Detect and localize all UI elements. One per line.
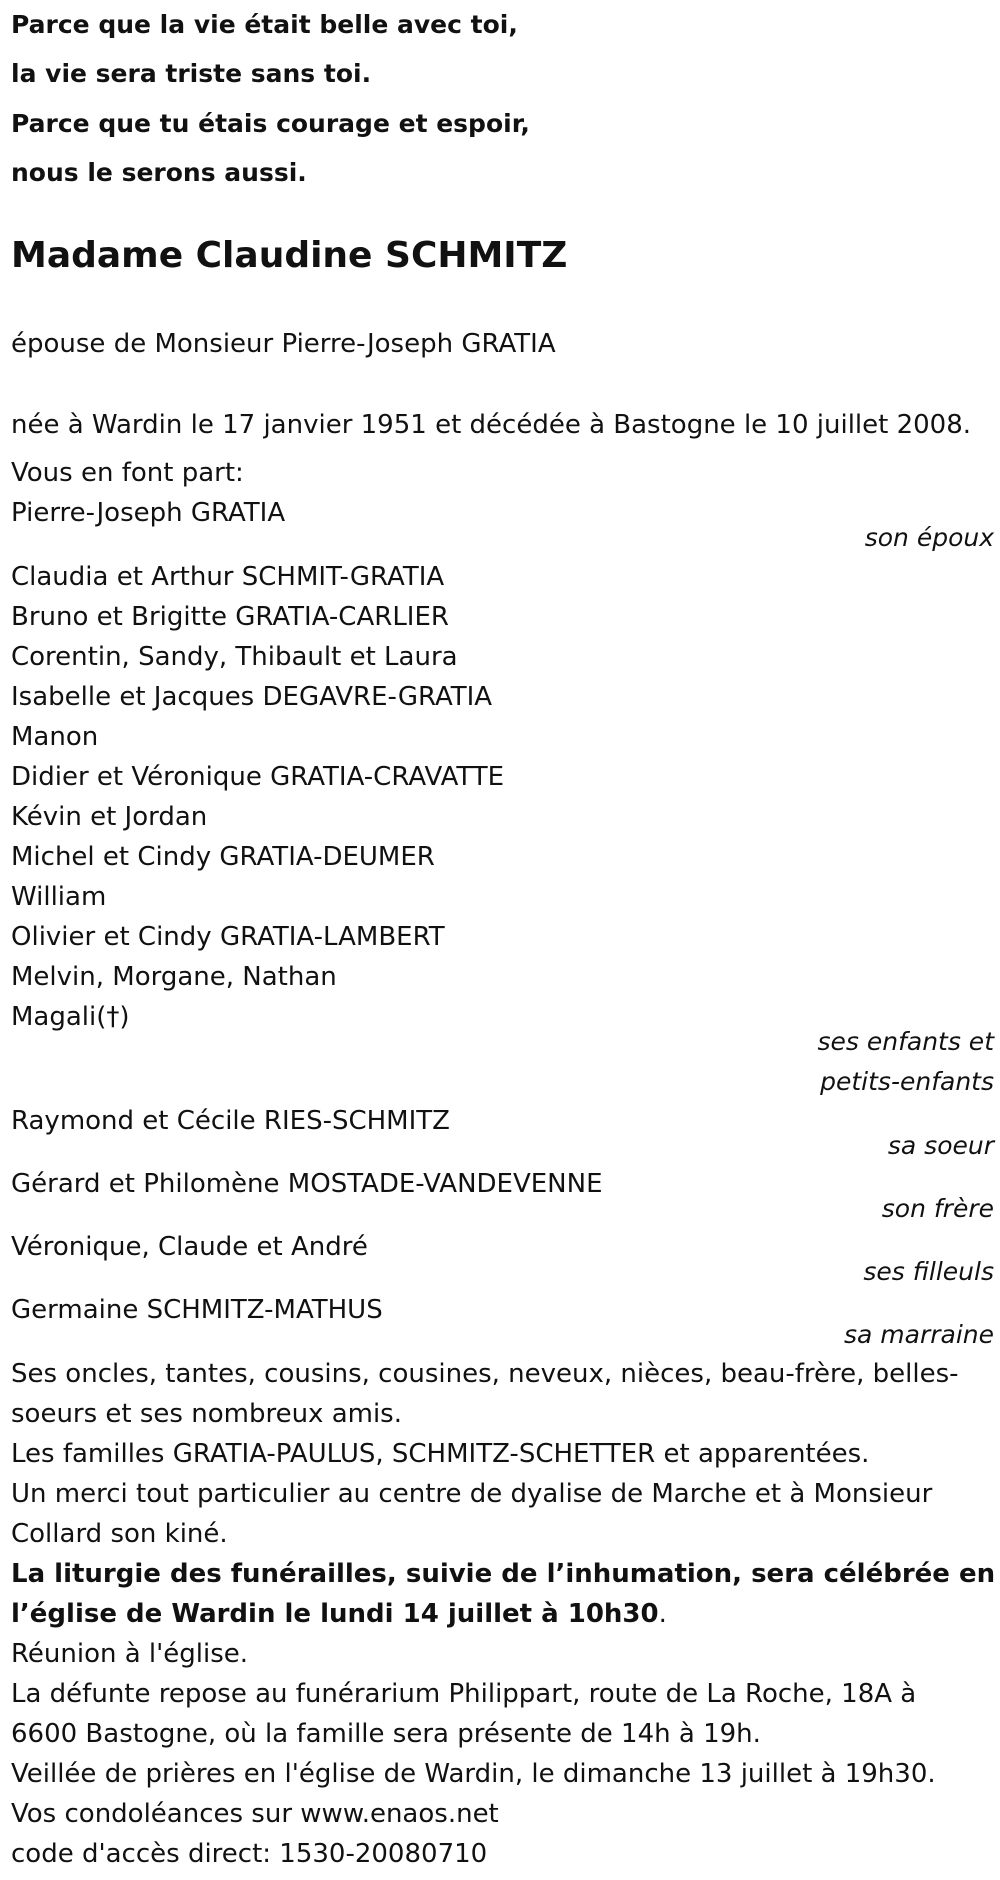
poem-line: nous le serons aussi. [11, 158, 307, 187]
child-line: Magali(†) [11, 1002, 130, 1032]
husband-role: son époux [864, 523, 994, 552]
brother-name: Gérard et Philomène MOSTADE-VANDEVENNE [11, 1169, 603, 1199]
child-line: Olivier et Cindy GRATIA-LAMBERT [11, 922, 445, 952]
sister-name: Raymond et Cécile RIES-SCHMITZ [11, 1106, 450, 1136]
child-line: Claudia et Arthur SCHMIT-GRATIA [11, 562, 445, 592]
poem-line: la vie sera triste sans toi. [11, 59, 372, 88]
relatives-line: Ses oncles, tantes, cousins, cousines, neveux, nièces, beau-frère, belles- [11, 1359, 959, 1389]
godmother-role: sa marraine [843, 1320, 994, 1349]
detail-line: Réunion à l'église. [11, 1639, 249, 1669]
child-line: William [11, 882, 107, 912]
liturgy-line: La liturgie des funérailles, suivie de l’inhumation, sera célébrée en [11, 1559, 996, 1589]
brother-role: son frère [881, 1194, 994, 1223]
liturgy-line-bold: l’église de Wardin le lundi 14 juillet à 10h30 [11, 1599, 659, 1629]
liturgy-line [11, 1594, 667, 1634]
child-line: Didier et Véronique GRATIA-CRAVATTE [11, 762, 505, 792]
relatives-line: Les familles GRATIA-PAULUS, SCHMITZ-SCHETTER et apparentées. [11, 1439, 870, 1469]
poem-line: Parce que tu étais courage et espoir, [11, 109, 530, 138]
detail-line: Veillée de prières en l'église de Wardin, le dimanche 13 juillet à 19h30. [11, 1759, 936, 1789]
child-line: Kévin et Jordan [11, 802, 208, 832]
access-code-line: code d'accès direct: 1530-20080710 [11, 1839, 488, 1869]
child-line: Bruno et Brigitte GRATIA-CARLIER [11, 602, 449, 632]
child-line: Michel et Cindy GRATIA-DEUMER [11, 842, 435, 872]
godchildren-role: ses filleuls [863, 1257, 994, 1286]
children-role: petits-enfants [820, 1067, 994, 1096]
deceased-name: Madame Claudine SCHMITZ [11, 235, 568, 276]
dates-line: née à Wardin le 17 janvier 1951 et décédée à Bastogne le 10 juillet 2008. [11, 410, 972, 440]
detail-line: La défunte repose au funérarium Philippart, route de La Roche, 18A à [11, 1679, 917, 1709]
sister-role: sa soeur [887, 1131, 994, 1160]
liturgy-period: . [658, 1599, 667, 1629]
announce-line: Vous en font part: [11, 458, 244, 488]
godmother-name: Germaine SCHMITZ-MATHUS [11, 1295, 383, 1325]
relatives-line: soeurs et ses nombreux amis. [11, 1399, 402, 1429]
poem-line: Parce que la vie était belle avec toi, [11, 10, 518, 39]
child-line: Melvin, Morgane, Nathan [11, 962, 337, 992]
condolences-link[interactable]: Vos condoléances sur www.enaos.net [11, 1799, 499, 1829]
spouse-line: épouse de Monsieur Pierre-Joseph GRATIA [11, 329, 556, 359]
relatives-line: Collard son kiné. [11, 1519, 228, 1549]
detail-line: 6600 Bastogne, où la famille sera présente de 14h à 19h. [11, 1719, 761, 1749]
husband-name: Pierre-Joseph GRATIA [11, 498, 286, 528]
children-role: ses enfants et [817, 1027, 994, 1056]
child-line: Corentin, Sandy, Thibault et Laura [11, 642, 458, 672]
godchildren-name: Véronique, Claude et André [11, 1232, 368, 1262]
relatives-line: Un merci tout particulier au centre de dyalise de Marche et à Monsieur [11, 1479, 933, 1509]
child-line: Isabelle et Jacques DEGAVRE-GRATIA [11, 682, 493, 712]
child-line: Manon [11, 722, 99, 752]
